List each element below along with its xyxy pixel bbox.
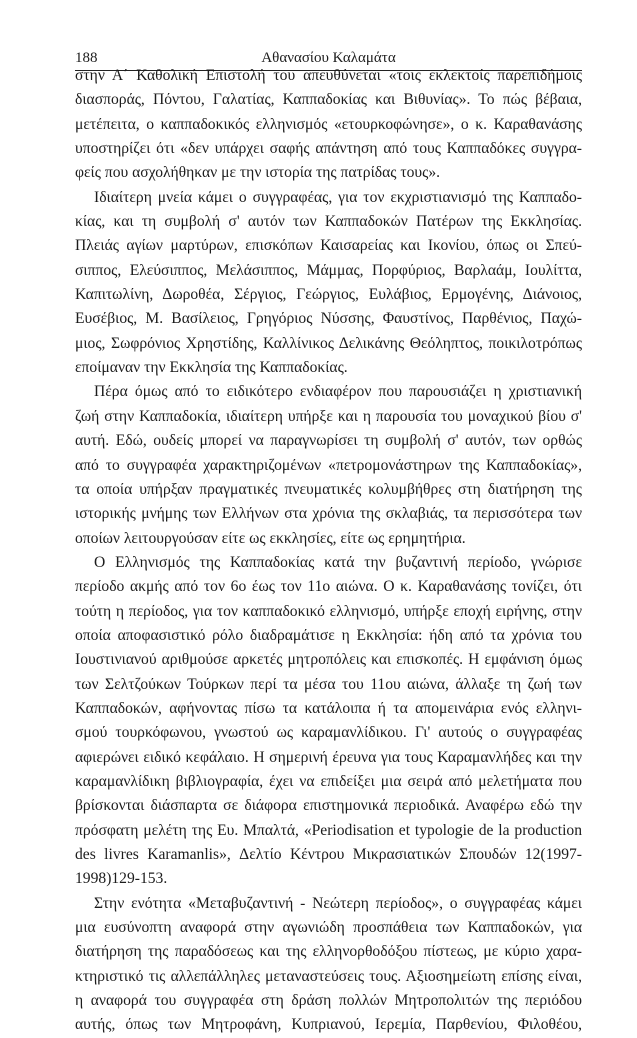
text-line: εποίμαναν την Εκκλησία της Καππαδοκίας.	[75, 359, 348, 377]
text-line: 1998)129-153.	[75, 870, 168, 888]
text-line: μετέπειτα, ο καππαδοκικός ελληνισμός «ετουρκοφώνησε», ο κ. Καραθανάσης	[75, 115, 582, 133]
text-line: τούτη η περίοδος, για τον καππαδοκικό ελληνισμό, υπήρξε εποχή ειρήνης, στην	[75, 602, 582, 620]
text-line: Ευσέβιος, Μ. Βασίλειος, Γρηγόριος Νύσσης, Φαυστίνος, Παρθένιος, Παχώ-	[75, 310, 582, 328]
text-line: υποστηρίζει ότι «δεν υπάρχει σαφής απάντηση από τους Καππαδόκες συγγρα-	[75, 140, 582, 158]
paragraph	[75, 380, 582, 550]
text-line: βρίσκονται διάσπαρτα σε διάφορα επιστημονικά περιοδικά. Αναφέρω εδώ την	[75, 797, 582, 815]
text-line: κίας, και τη συμβολή σ' αυτόν των Καππαδοκών Πατέρων της Εκκλησίας.	[75, 213, 582, 231]
text-line: μιος, Σωφρόνιος Χρηστίδης, Καλλίνικος Δελικάνης Θεόληπτος, ποικιλοτρόπως	[75, 334, 582, 352]
text-line: Στην ενότητα «Μεταβυζαντινή - Νεώτερη περίοδος», ο συγγραφέας κάμει	[94, 894, 582, 912]
text-line: ζωή στην Καππαδοκία, ιδιαίτερη υπήρξε και η παρουσία του μοναχικού βίου σ'	[75, 407, 582, 425]
paragraph	[75, 551, 582, 892]
text-line: οποίων λειτουργούσαν είτε ως εκκλησίες, είτε ως ερημητήρια.	[75, 529, 466, 547]
text-line: φείς που ασχολήθηκαν με την ιστορία της πατρίδας τους».	[75, 164, 441, 182]
text-line: αυτής, όπως των Μητροφάνη, Κυπριανού, Ιερεμία, Παρθενίου, Φιλοθέου,	[75, 1016, 582, 1034]
text-line: τα οποία υπήρξαν πραγματικές πνευματικές κολυμβήθρες στη διατήρηση της	[75, 480, 582, 498]
text-line: στην Α΄ Καθολική Επιστολή του απευθύνεται «τοις εκλεκτοίς παρεπιδήμοις	[75, 67, 582, 84]
text-line: μια ευσύνοπτη αναφορά στην αγωνιώδη προσπάθεια των Καππαδοκών, για	[75, 919, 582, 937]
text-line: από το συγγραφέα χαρακτηριζομένων «πετρομονάστηρων της Καππαδοκίας»,	[75, 456, 582, 474]
text-line: καραμανλίδικη βιβλιογραφία, έχει να επιδείξει μια σειρά από μελετήματα που	[75, 772, 582, 790]
paragraph	[75, 64, 582, 186]
body-text	[75, 64, 582, 1038]
text-line: Ιουστινιανού αριθμούσε αρκετές μητροπόλεις και επισκοπές. Η εμφάνιση όμως	[75, 651, 582, 669]
text-line: Πέρα όμως από το ειδικότερο ενδιαφέρον που παρουσιάζει η χριστιανική	[94, 383, 582, 401]
text-line: des livres Karamanlis», Δελτίο Κέντρου Μικρασιατικών Σπουδών 12(1997-	[75, 846, 582, 863]
paragraph	[75, 892, 582, 1038]
text-line: αυτή. Εδώ, ουδείς μπορεί να παραγνωρίσει τη συμβολή σ' αυτόν, των ορθώς	[75, 432, 582, 450]
text-line: οποία αποφασιστικό ρόλο διαδραμάτισε η Εκκλησία: ήδη από τα χρόνια του	[75, 626, 582, 644]
text-line: των Σελτζούκων Τούρκων περί τα μέσα του 11ου αιώνα, άλλαξε τη ζωή των	[75, 675, 582, 693]
text-line: διατήρηση της παραδόσεως και της ελληνορθοδόξου πίστεως, με κύριο χαρα-	[75, 943, 582, 961]
text-line: Πλειάς αγίων μαρτύρων, επισκόπων Καισαρείας και Ικονίου, όπως οι Σπεύ-	[75, 237, 582, 255]
text-line: Ο Ελληνισμός της Καππαδοκίας κατά την βυζαντινή περίοδο, γνώρισε	[94, 553, 582, 571]
text-line: η αναφορά του συγγραφέα στη δράση πολλών Μητροπολιτών της περιόδου	[75, 992, 582, 1010]
text-line: Ιδιαίτερη μνεία κάμει ο συγγραφέας, για τον εκχριστιανισμό της Καππαδο-	[94, 188, 582, 206]
text-line: Καπιτωλίνη, Δωροθέα, Σέργιος, Γεώργιος, Ευλάβιος, Ερμογένης, Διάνοιος,	[75, 286, 582, 304]
text-line: περίοδο ακμής από τον 6ο έως τον 11ο αιώνα. Ο κ. Καραθανάσης τονίζει, ότι	[75, 578, 582, 596]
text-line: σιππος, Ελεύσιππος, Μελάσιππος, Μάμμας, Πορφύριος, Βαρλαάμ, Ιουλίττα,	[75, 261, 582, 279]
text-line: Καππαδοκών, αφήνοντας πίσω τα κατάλοιπα ή τα απομεινάρια ενός ελληνι-	[75, 699, 582, 717]
text-line: πρόσφατη μελέτη της Ευ. Μπαλτά, «Periodisation et typologie de la production	[75, 821, 582, 839]
text-line: αφιερώνει ειδικό κεφάλαιο. Η σημερινή έρευνα για τους Καραμανλήδες και την	[75, 748, 582, 766]
paragraph	[75, 186, 582, 381]
running-title: Αθανασίου Καλαμάτα	[261, 50, 396, 66]
text-line: διασποράς, Πόντου, Γαλατίας, Καππαδοκίας και Βιθυνίας». Το πώς βέβαια,	[75, 91, 582, 109]
text-line: σμού τουρκόφωνου, γνωστού ως καραμανλίδικου. Γι' αυτούς ο συγγραφέας	[75, 724, 582, 742]
page-number: 188	[75, 50, 98, 66]
text-line: ιστορικής μνήμης των Ελλήνων στα χρόνια της σκλαβιάς, τα περισσότερα των	[75, 505, 582, 523]
text-line: κτηριστικό τις αλλεπάλληλες μεταναστεύσεις τους. Αξιοσημείωτη επίσης είναι,	[75, 967, 582, 985]
